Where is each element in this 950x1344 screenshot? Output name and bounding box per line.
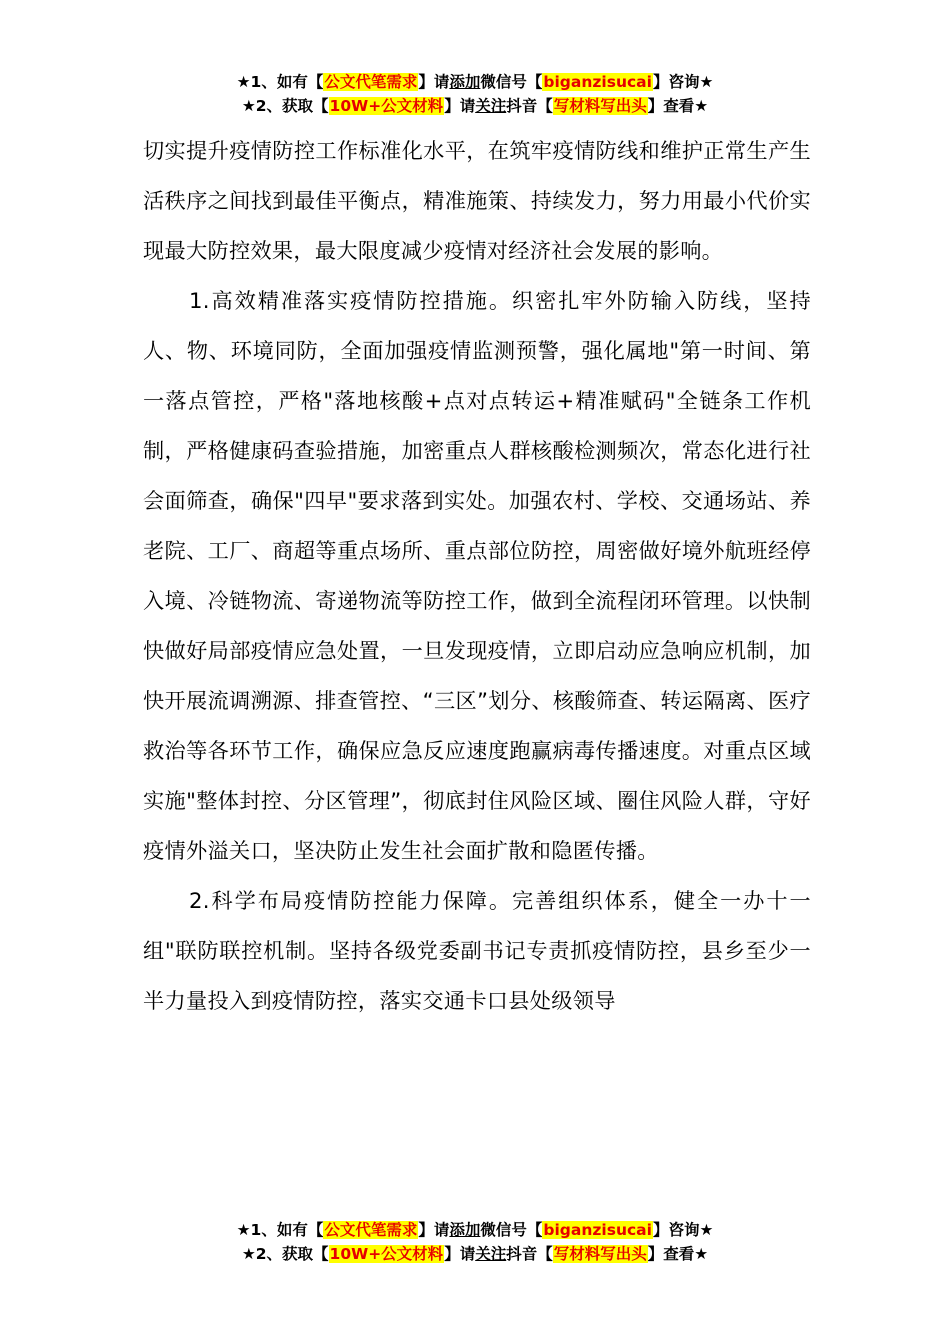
banner-text: 】查看★	[647, 97, 709, 115]
header-banner	[0, 70, 950, 118]
banner-highlight: 公文代笔需求	[324, 1221, 418, 1239]
banner-line-1	[0, 1218, 950, 1242]
banner-line-2	[0, 94, 950, 118]
banner-highlight: 10W+公文材料	[329, 1245, 444, 1263]
banner-text: 】查看★	[647, 1245, 709, 1263]
banner-text: 】请	[418, 1221, 450, 1239]
banner-highlight: 公文代笔需求	[324, 73, 418, 91]
banner-text: 】请	[444, 1245, 476, 1263]
banner-text: ★1、如有【	[236, 1221, 324, 1239]
banner-underline: 关注	[475, 1245, 507, 1263]
banner-text: 抖音【	[506, 97, 553, 115]
banner-highlight: biganzisucai	[543, 1221, 652, 1239]
banner-text: ★1、如有【	[236, 73, 324, 91]
banner-text: 微信号【	[480, 73, 543, 91]
banner-text: 抖音【	[506, 1245, 553, 1263]
banner-highlight: 写材料写出头	[553, 97, 647, 115]
banner-text: ★2、获取【	[241, 1245, 329, 1263]
banner-underline: 关注	[475, 97, 507, 115]
banner-text: 】请	[444, 97, 476, 115]
banner-highlight: 10W+公文材料	[329, 97, 444, 115]
banner-text: 微信号【	[480, 1221, 543, 1239]
banner-text: 】请	[418, 73, 450, 91]
paragraph: 1.高效精准落实疫情防控措施。织密扎牢外防输入防线，坚持人、物、环境同防，全面加强疫情监测预警，强化属地"第一时间、第一落点管控，严格"落地核酸+点对点转运+精准赋码"全链条工作机制，严格健康码查验措施，加密重点人群核酸检测频次，常态化进行社会面筛查，确保"四早"要求落到实处。加强农村、学校、交通场站、养老院、工厂、商超等重点场所、重点部位防控，周密做好境外航班经停入境、冷链物流、寄递物流等防控工作，做到全流程闭环管理。以快制快做好局部疫情应急处置，一旦发现疫情，立即启动应急响应机制，加快开展流调溯源、排查管控、“三区”划分、核酸筛查、转运隔离、医疗救治等各环节工作，确保应急反应速度跑赢病毒传播速度。对重点区域实施"整体封控、分区管理”，彻底封住风险区域、圈住风险人群，守好疫情外溢关口，坚决防止发生社会面扩散和隐匿传播。	[143, 288, 811, 863]
document-body	[143, 126, 811, 1026]
banner-underline: 添加	[449, 1221, 481, 1239]
banner-text: 】咨询★	[652, 1221, 714, 1239]
banner-text: 】咨询★	[652, 73, 714, 91]
banner-line-1	[0, 70, 950, 94]
banner-line-2	[0, 1242, 950, 1266]
paragraph: 切实提升疫情防控工作标准化水平，在筑牢疫情防线和维护正常生产生活秩序之间找到最佳平衡点，精准施策、持续发力，努力用最小代价实现最大防控效果，最大限度减少疫情对经济社会发展的影响。	[143, 138, 811, 263]
banner-highlight: 写材料写出头	[553, 1245, 647, 1263]
banner-text: ★2、获取【	[241, 97, 329, 115]
banner-underline: 添加	[449, 73, 481, 91]
paragraph: 2.科学布局疫情防控能力保障。完善组织体系，健全一办十一组"联防联控机制。坚持各级党委副书记专责抓疫情防控，县乡至少一半力量投入到疫情防控，落实交通卡口县处级领导	[143, 888, 811, 1013]
banner-highlight: biganzisucai	[543, 73, 652, 91]
footer-banner	[0, 1218, 950, 1266]
